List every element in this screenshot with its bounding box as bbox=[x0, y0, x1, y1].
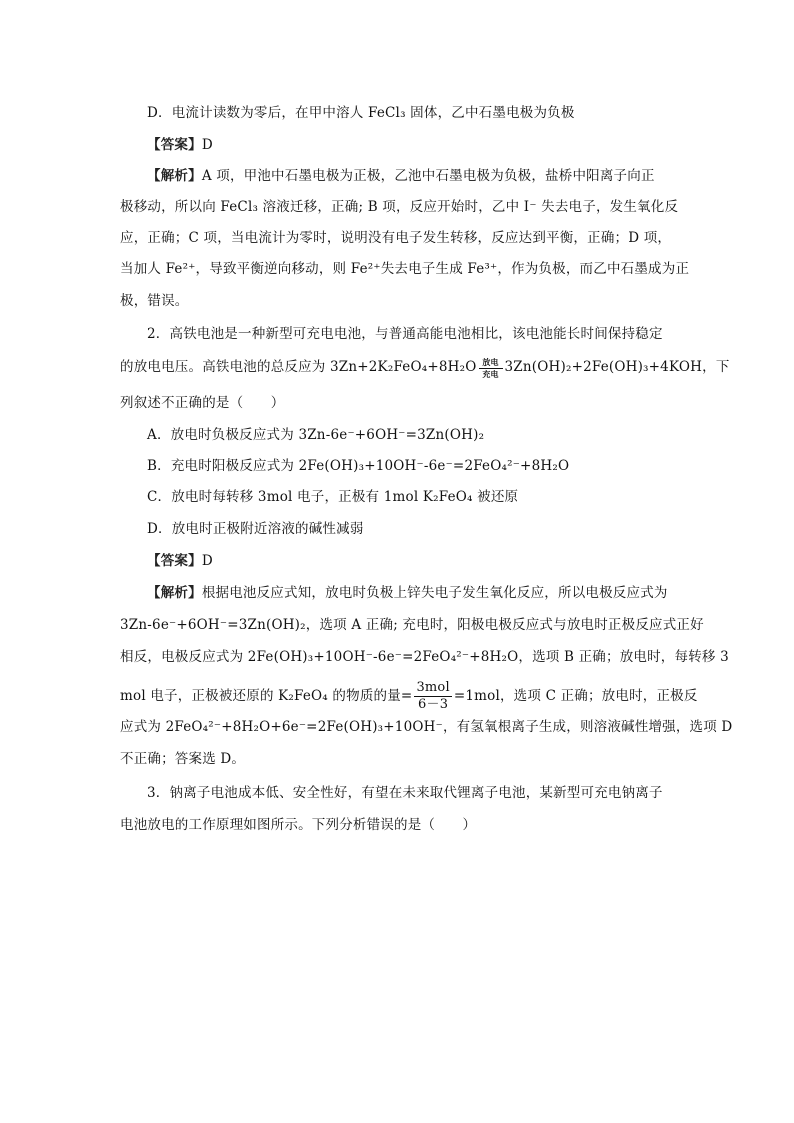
analysis-tag: 【解析】 bbox=[147, 168, 202, 184]
q2-stem-line-1: 2．高铁电池是一种新型可充电电池，与普通高能电池相比，该电池能长时间保持稳定 bbox=[147, 326, 663, 342]
fraction bbox=[414, 680, 451, 713]
fraction-numerator: 3mol bbox=[416, 680, 450, 695]
q3-stem-line-1: 3．钠离子电池成本低、安全性好，有望在未来取代锂离子电池，某新型可充电钠离子 bbox=[147, 785, 663, 801]
q3-stem-line-2: 电池放电的工作原理如图所示。下列分析错误的是（ ） bbox=[120, 817, 477, 833]
answer-value: D bbox=[201, 553, 213, 569]
q2-stem-line-3: 列叙述不正确的是（ ） bbox=[120, 395, 285, 411]
q2-answer-line bbox=[147, 551, 213, 571]
q2-option-b: B．充电时阳极反应式为 2Fe(OH)₃+10OH⁻-6e⁻=2FeO₄²⁻+8H₂O bbox=[147, 458, 570, 474]
q2-option-c: C．放电时每转移 3mol 电子，正极有 1mol K₂FeO₄ 被还原 bbox=[147, 489, 519, 505]
fraction-denominator: 6－3 bbox=[418, 697, 449, 712]
analysis-text: A 项，甲池中石墨电极为正极，乙池中石墨电极为负极，盐桥中阳离子向正 bbox=[201, 168, 655, 184]
arrow-label-charge: 充电 bbox=[482, 368, 499, 379]
q1-analysis-line-4: 当加人 Fe²⁺，导致平衡逆向移动，则 Fe²⁺失去电子生成 Fe³⁺，作为负极，而乙中石墨成为正 bbox=[120, 261, 690, 277]
q1-analysis-line-5: 极，错误。 bbox=[120, 293, 189, 309]
q2-option-d: D．放电时正极附近溶液的碱性减弱 bbox=[147, 521, 364, 537]
q1-analysis-line-2: 极移动，所以向 FeCl₃ 溶液迁移，正确; B 项，反应开始时，乙中 I⁻ 失去电子，发生氧化反 bbox=[120, 199, 679, 215]
q2-analysis-line-3: 相反，电极反应式为 2Fe(OH)₃+10OH⁻-6e⁻=2FeO₄²⁻+8H₂O，选项 B 正确；放电时，每转移 3 bbox=[120, 649, 729, 665]
q1-analysis-line-1 bbox=[147, 166, 655, 186]
q2-option-a: A．放电时负极反应式为 3Zn-6e⁻+6OH⁻=3Zn(OH)₂ bbox=[147, 427, 485, 443]
q2-analysis-line-2: 3Zn-6e⁻+6OH⁻=3Zn(OH)₂，选项 A 正确; 充电时，阳极电极反应式与放电时正极反应式正好 bbox=[120, 617, 704, 633]
q1-option-d: D．电流计读数为零后，在甲中溶人 FeCl₃ 固体，乙中石墨电极为负极 bbox=[147, 105, 575, 121]
q2-analysis-line-1 bbox=[147, 583, 668, 603]
q2-analysis-line-6: 不正确；答案选 D。 bbox=[120, 751, 246, 767]
q2-analysis-line-5: 应式为 2FeO₄²⁻+8H₂O+6e⁻=2Fe(OH)₃+10OH⁻，有氢氧根离子生成，则溶液碱性增强，选项 D bbox=[120, 719, 733, 735]
answer-tag: 【答案】 bbox=[147, 553, 202, 569]
analysis-text: 根据电池反应式知，放电时负极上锌失电子发生氧化反应，所以电极反应式为 bbox=[201, 585, 668, 601]
arrow-label-discharge: 放电 bbox=[482, 356, 499, 367]
q1-answer-line bbox=[147, 135, 213, 155]
q2-stem-line-2 bbox=[120, 357, 730, 378]
answer-value: D bbox=[201, 137, 213, 153]
analysis-text: mol 电子，正极被还原的 K₂FeO₄ 的物质的量= bbox=[120, 688, 413, 704]
analysis-text: =1mol，选项 C 正确；放电时，正极反 bbox=[453, 688, 698, 704]
q2-analysis-line-4 bbox=[120, 680, 698, 713]
analysis-tag: 【解析】 bbox=[147, 585, 202, 601]
reaction-left: 的放电电压。高铁电池的总反应为 3Zn+2K₂FeO₄+8H₂O bbox=[120, 359, 477, 375]
answer-tag: 【答案】 bbox=[147, 137, 202, 153]
reaction-right: 3Zn(OH)₂+2Fe(OH)₃+4KOH，下 bbox=[504, 359, 730, 375]
reversible-arrow bbox=[478, 358, 504, 378]
q1-analysis-line-3: 应，正确；C 项，当电流计为零时，说明没有电子发生转移，反应达到平衡，正确；D 项， bbox=[120, 230, 672, 246]
